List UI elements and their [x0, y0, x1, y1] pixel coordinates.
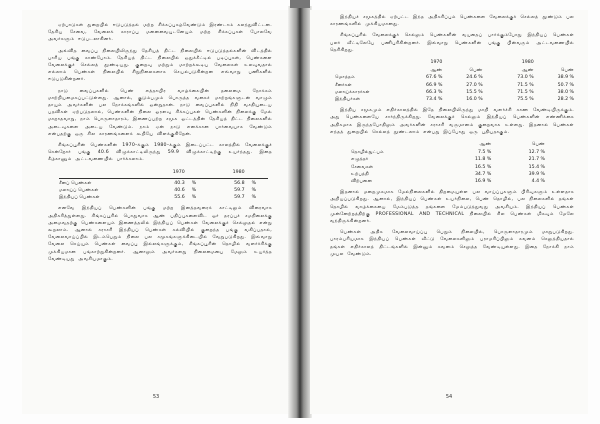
left-page — [22, 10, 290, 414]
gender-participation-table — [332, 58, 577, 103]
table-header-cell — [486, 67, 497, 74]
table-header-cell: 1980 — [521, 60, 534, 66]
table-header-cell — [537, 58, 577, 67]
table-cell: 59.7 — [234, 188, 245, 194]
table-row — [348, 164, 548, 171]
table-cell: 75.5 % — [517, 97, 534, 103]
table-header-cell — [332, 58, 405, 67]
table-cell: 38.9 % — [557, 75, 574, 81]
table-row — [332, 74, 577, 81]
table-cell: 73.4 % — [426, 97, 443, 103]
table-cell: % — [191, 195, 197, 201]
table-cell: சேவைகள் — [351, 164, 374, 170]
table-cell — [486, 96, 497, 103]
right-paragraph-3: இந்திய சமூகமும் எதிர்காலத்தில் இதே நிலையிலிருந்து மாறி வளர்ச்சி காண வேண்டியிருக்கும். அது பெண்களையே சார்ந்திருக்கிறது. வேலைக்குச் செல்லும் இந்தியப் பெண்களின் எண்ணிக்கை அதிகமாக இருந்தபோதிலும் அவர்களின் சராசரி வருமானம் குறைவாக உள்ளது. இதனால் பெண்கள் எந்தத் துறையில் செல்லத் தூண்டலாம் என்பது இப்போது ஒரு புதியதாகும். — [330, 108, 574, 135]
table-row — [348, 171, 548, 178]
table-cell: 40.3 — [174, 180, 185, 186]
table-cell: % — [251, 180, 257, 186]
table-header-cell — [248, 168, 271, 177]
table-cell: 66.3 % — [426, 89, 443, 95]
table-rule — [59, 178, 268, 179]
occupation-table — [348, 140, 548, 185]
table-header-row — [56, 168, 271, 177]
table-cell: 56.8 — [234, 180, 245, 186]
table-cell — [486, 82, 497, 89]
table-cell: 21.7 % — [528, 157, 545, 163]
table-cell: 34.7 % — [474, 171, 492, 177]
table-cell: 15.4 % — [528, 164, 545, 170]
left-paragraph-3: நாடு வைப்புகளில் பெண் எத்தாயிர வாழ்க்கையின் தலைமை நோக்கம் மாற்றியமைகப்பட்டுள்ளது. ஆனால், குடும்பமும் பொருத்த வகைச் மாற்றங்களுடன் வாழும் தாயும் அவர்களின் பல நோக்கங்களில் ஒன்றுதான். நாடு வைப்புகளில் நிதி வசதியுடைய பதவிகள் ஏற்படுதலால், பெண்களின் நிலை ஓரளவு சிக்கப்புகள் பெண்களின் நிலைக்கு மேல் மாறாதவாறு, நாம் பொருளாதாரம், இணைப்பற்ற சமூக ஓட்டத்தின் தேசியத் திட்ட நிலைகளில் அடைவுகளை அடைய வேண்டும். நாம் ஏன் நாடு எனக்கான பார்வையாக வேண்டும் என்பதற்கு ஒரு சில காரணங்களைக் கூறியே விளக்குகிறேன். — [48, 88, 272, 137]
left-paragraph-5: எனவே இந்தியப் பெண்களின் பங்கு மற்ற இனத்தவரைக் காட்டிலும் விரைவாக அதிகரித்துள்ளது. சிங்கப்பூரில் பொதுவாக ஆண் பதிப்புகளைவிட ஓர் தரப்புச் சமநிலைக்கு அமைவதற்கு பெண்களையும் இணைத்தலில் இந்தியப் பெண்கள் வேலைக்குச் செல்லுதல் என்று கூறலாம். ஆனால் சராசரி இந்தியப் பெண்கள் கல்வியில் குறைந்த பங்கு வகிப்பதால், வேலைவாய்ப்பில் இடம்பெறும் நிலை பல சமூகங்களுக்கிடையில் வேறுபடுகிறது. இவ்வாறு வேலை செய்யும் பெண்கள் வைப்பு இல்லங்களுக்கும், சிங்கப்பூரின் தொழில் வளர்ச்சிக்கு முக்கியமான பங்காற்றுகின்றனர். ஆனாலும் அவர்களது நிலைமையை மேலும் உயர்த்த வேண்டியது அவசியமாகும். — [48, 206, 272, 262]
table-cell — [486, 89, 497, 96]
table-header-cell: ஆண் — [521, 68, 534, 74]
table-cell: 11.8 % — [474, 157, 492, 163]
table-header-cell — [486, 58, 497, 67]
table-header-cell — [188, 168, 211, 177]
table-cell: 28.2 % — [557, 97, 574, 103]
table-row — [332, 89, 577, 96]
table-cell: % — [251, 195, 257, 201]
table-cell: 38.0 % — [557, 89, 574, 95]
table-row — [332, 82, 577, 89]
left-paragraph-2: அவ்வித வைப்பு நிலையிலிருந்து தேசியத் திட்ட நிலையில் ஈடுபடுத்தல்களின் விடத்தில் பாரிய பங்கு காண்போம். தேசியத் திட்ட நிலையில் ஒதுக்கீட்டில் படிப்புகள், பெண்களை வேலைக்குச் செல்லத் தூண்டியது. குறைவு மற்றும் மாற்றக்கூடிய வேலைகள் உலவுவதால் எல்லாம் பெண்கள் நிலையில் சிறுநிலைகளாக செயல்படுகின்றன எவ்வாறு பணிகளில் ஈடுபடுகின்றனர். — [48, 48, 272, 83]
table-cell: எழுத்தர் — [351, 157, 369, 163]
table-cell: சீனப் பெண்கள் — [59, 180, 92, 186]
table-header-row — [332, 58, 577, 67]
table-header-cell: 1970 — [172, 169, 185, 175]
table-header-cell — [348, 140, 441, 149]
table-cell: % — [191, 188, 197, 194]
table-cell: 4.4 % — [531, 179, 545, 185]
right-page — [310, 10, 588, 414]
table-cell: 15.5 % — [466, 89, 483, 95]
right-paragraph-5: பெண்கள் அதிக வேலைவாய்ப்பு பெறும் நிலையில், பொருளாதாரமும் மாறுபடுகிறது. பாரம்பரியமாக இந்தியப் பெண்கள் வீட்டு வேலைகளிலும் பராமரிப்பிலும் கவனம் செலுத்தியதால் தங்கள் எதிர்காலத் திட்டங்களில் இன்னும் கவனம் செலுத்த வேண்டியுள்ளது. இதை நோக்கி நாம் முயல வேண்டும். — [330, 230, 574, 257]
table-header-row — [348, 140, 548, 149]
table-cell: 40.6 — [174, 188, 185, 194]
binding-shadow — [290, 0, 310, 8]
table-cell: 59.7 — [234, 195, 245, 201]
table-header-cell: ஆண் — [430, 68, 443, 74]
table-cell: 66.9 % — [426, 82, 443, 88]
table-row — [332, 96, 577, 103]
table-cell: % — [191, 180, 197, 186]
table-cell: சீனர்கள் — [335, 82, 352, 88]
table-cell: விற்பனை — [351, 179, 372, 185]
page-number-right: 54 — [445, 394, 453, 400]
table-header-cell: ஆண் — [479, 142, 492, 148]
left-paragraph-4: சிங்கப்பூரின் பெண்களின் 1970–க்கும் 1980–க்கும் இடைப்பட்ட காலத்தில் வேலைக்குச் சென்றோர் பங்கு 40.6 விழுக்காட்டிலிருந்து 59.9 விழுக்காட்டிற்கு உயர்ந்தது. இதை கீழ்காணும் அட்டவணையில் பார்க்கலாம். — [48, 143, 272, 163]
table-cell: 55.6 — [174, 195, 185, 201]
table-row — [56, 180, 271, 187]
table-header-cell: 1980 — [232, 169, 245, 175]
participation-table-1970-1980 — [56, 168, 271, 202]
table-cell: 7.5 % — [477, 150, 492, 156]
table-cell: 67.6 % — [426, 75, 443, 81]
table-header-cell: 1970 — [430, 60, 443, 66]
table-cell: 24.6 % — [466, 75, 483, 81]
table-row — [348, 178, 548, 185]
table-cell: 16.5 % — [474, 164, 492, 170]
table-header-cell: பெண் — [560, 68, 574, 74]
table-cell: உற்பத்தி — [351, 171, 369, 177]
right-paragraph-2: சிங்கப்பூரில் வேலைக்குச் செல்லும் பெண்களின் வயதைப் பார்க்கும்போது இந்தியப் பெண்கள் பலர் வீட்டிலேயே பணிபுரிகின்றனர். இவ்வாறு பெண்களின் பங்கு பின்வரும் அட்டவணையில் தெரிகிறது. — [330, 33, 574, 53]
table-cell: 16.9 % — [474, 179, 492, 185]
right-paragraph-1: இந்தியச் சமூகத்தில் ஏற்பட்ட இந்த அதிகரிப்பும் பெண்களை வேலைக்குச் செல்லத் தூண்டும் பல காரணங்களில் முக்கியமானது. — [330, 15, 574, 28]
table-row — [56, 187, 271, 194]
table-header-cell — [332, 67, 405, 74]
table-cell: இந்தியப் பெண்கள் — [59, 195, 100, 201]
table-cell: மொத்தம் — [335, 75, 355, 81]
table-cell: 16.0 % — [466, 97, 483, 103]
table-header-cell: பெண் — [469, 68, 483, 74]
table-header-cell: பெண் — [531, 142, 545, 148]
table-cell: மலாய்க்காரர்கள் — [335, 89, 370, 95]
table-row — [348, 156, 548, 163]
table-row — [56, 194, 271, 201]
table-cell: 50.7 % — [557, 82, 574, 88]
left-paragraph-1: ஏற்பாடுகள் துறையில் ஈடுபடுத்தல் மற்ற சிக்கப்புகழ்வேண்டும் இரண்டாம் கலந்துவிட்டன. தேசிய சேவை, வேலைக் காராப்பு மனைவையுடனேயும் மற்ற சிக்கப்புகள் போலவே அவர்களும் ஈடுபடலாகினர். — [48, 23, 272, 43]
table-cell: தொழில்நுட்பம் — [351, 150, 384, 156]
table-cell: 27.0 % — [466, 82, 483, 88]
table-cell: இந்தியர்கள் — [335, 97, 361, 103]
table-subheader-row — [332, 67, 577, 74]
table-header-cell — [445, 58, 485, 67]
table-cell: 12.7 % — [528, 150, 545, 156]
table-cell: % — [251, 188, 257, 194]
page-number-left: 53 — [152, 394, 160, 400]
table-cell: மலாய்ப் பெண்கள் — [59, 188, 99, 194]
table-cell: 73.0 % — [517, 75, 534, 81]
table-cell: 39.9 % — [528, 171, 545, 177]
book-gutter — [288, 6, 312, 418]
table-cell: 71.5 % — [517, 82, 534, 88]
table-cell: 71.5 % — [517, 89, 534, 95]
table-row — [348, 149, 548, 156]
right-paragraph-4: இதனால் மறைமுகமாக மேல்நிலைகளில் திறமையுள்ள பல வாய்ப்புகளும் பிரிவுகளும் உள்ளதாக அறியப்படுகிறது. ஆனால், இந்தியப் பெண்கள் உயர்நிலை, பெண் தொழில், பல நிலைகளில் தங்கள் தொழில் வாழ்க்கையை மேம்படுத்த தங்களை மேம்படுத்துவது அவசியம். இந்தியப் பெண்கள் முன்னேற்றத்திற்கு PROFESSIONAL AND TECHNICAL நிலையில் சில பெண்கள் மிகவும் மேலே வந்திருக்கின்றனர். — [330, 190, 574, 225]
table-cell — [486, 74, 497, 81]
table-header-cell — [56, 168, 151, 177]
